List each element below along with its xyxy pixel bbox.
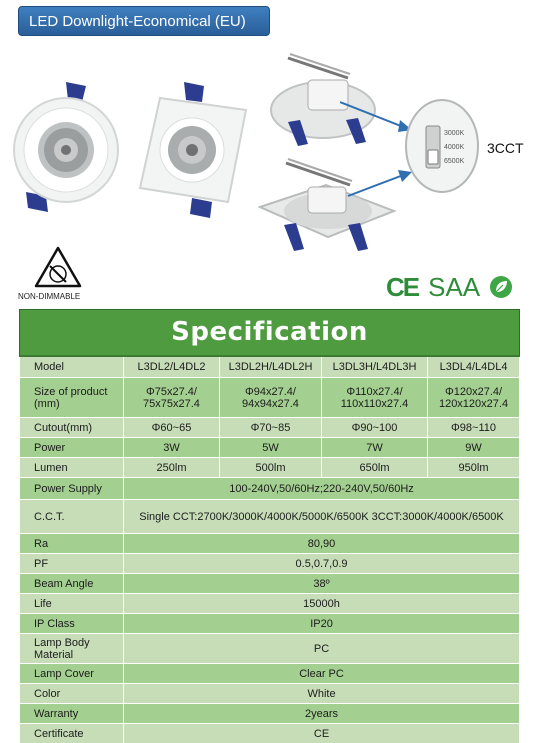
spec-label: Ra bbox=[20, 534, 124, 554]
cct-switch-option-4000: 4000K bbox=[444, 144, 465, 151]
spec-value: 9W bbox=[428, 438, 520, 458]
spec-value: Φ94x27.4/ 94x94x27.4 bbox=[220, 378, 322, 418]
spec-value: 950lm bbox=[428, 458, 520, 478]
non-dimmable-label: NON-DIMMABLE bbox=[18, 292, 81, 301]
ce-mark: CE bbox=[386, 271, 419, 302]
specification-table bbox=[19, 309, 520, 743]
spec-row bbox=[20, 554, 520, 574]
spec-row bbox=[20, 378, 520, 418]
certification-logos bbox=[386, 272, 512, 302]
spec-label: Lamp Cover bbox=[20, 664, 124, 684]
spec-value: 0.5,0.7,0.9 bbox=[124, 554, 520, 574]
spec-value: Φ90~100 bbox=[322, 418, 428, 438]
spec-row bbox=[20, 418, 520, 438]
spec-value: 100-240V,50/60Hz;220-240V,50/60Hz bbox=[124, 478, 520, 500]
spec-label: Certificate bbox=[20, 724, 124, 743]
spec-value: 7W bbox=[322, 438, 428, 458]
spec-value: Φ75x27.4/ 75x75x27.4 bbox=[124, 378, 220, 418]
spec-label: Model bbox=[20, 356, 124, 378]
spec-value: Φ110x27.4/ 110x110x27.4 bbox=[322, 378, 428, 418]
spec-value: 3W bbox=[124, 438, 220, 458]
spec-label: Lumen bbox=[20, 458, 124, 478]
cct-switch-option-6500: 6500K bbox=[444, 158, 465, 165]
spec-value: 80,90 bbox=[124, 534, 520, 554]
spec-value: Φ98~110 bbox=[428, 418, 520, 438]
spec-title: Specification bbox=[20, 310, 520, 356]
spec-row bbox=[20, 534, 520, 554]
saa-mark: SAA bbox=[428, 271, 481, 302]
spec-row bbox=[20, 684, 520, 704]
eco-leaf-icon bbox=[490, 276, 512, 298]
spec-row bbox=[20, 634, 520, 664]
spec-value: 500lm bbox=[220, 458, 322, 478]
spec-label: Life bbox=[20, 594, 124, 614]
spec-row bbox=[20, 724, 520, 743]
spec-label: Beam Angle bbox=[20, 574, 124, 594]
round-downlight-image bbox=[8, 80, 128, 215]
spec-value: Φ60~65 bbox=[124, 418, 220, 438]
spec-label: IP Class bbox=[20, 614, 124, 634]
spec-label: Cutout(mm) bbox=[20, 418, 124, 438]
spec-value: 5W bbox=[220, 438, 322, 458]
spec-value: 38º bbox=[124, 574, 520, 594]
spec-row bbox=[20, 594, 520, 614]
product-images bbox=[0, 40, 541, 310]
spec-label: Warranty bbox=[20, 704, 124, 724]
cct-switch-zoom bbox=[404, 98, 480, 194]
spec-label: Power Supply bbox=[20, 478, 124, 500]
spec-label: C.C.T. bbox=[20, 500, 124, 534]
spec-value: 15000h bbox=[124, 594, 520, 614]
spec-row bbox=[20, 574, 520, 594]
spec-label: Size of product (mm) bbox=[20, 378, 124, 418]
spec-row bbox=[20, 458, 520, 478]
spec-value: Φ70~85 bbox=[220, 418, 322, 438]
spec-label: Lamp Body Material bbox=[20, 634, 124, 664]
cct-switch-option-3000: 3000K bbox=[444, 130, 465, 137]
spec-value: Clear PC bbox=[124, 664, 520, 684]
spec-value: 650lm bbox=[322, 458, 428, 478]
page-title-tab: LED Downlight-Economical (EU) bbox=[18, 6, 270, 36]
square-downlight-image bbox=[132, 80, 252, 220]
non-dimmable-icon bbox=[34, 246, 82, 290]
spec-label: Color bbox=[20, 684, 124, 704]
spec-label: PF bbox=[20, 554, 124, 574]
spec-model-name: L3DL4/L4DL4 bbox=[428, 356, 520, 378]
spec-value: PC bbox=[124, 634, 520, 664]
spec-model-name: L3DL2H/L4DL2H bbox=[220, 356, 322, 378]
spec-row bbox=[20, 478, 520, 500]
spec-row bbox=[20, 614, 520, 634]
spec-value: CE bbox=[124, 724, 520, 743]
spec-value: White bbox=[124, 684, 520, 704]
spec-value: 2years bbox=[124, 704, 520, 724]
spec-value: IP20 bbox=[124, 614, 520, 634]
spec-value: 250lm bbox=[124, 458, 220, 478]
spec-model-name: L3DL3H/L4DL3H bbox=[322, 356, 428, 378]
spec-header-row bbox=[20, 356, 520, 378]
spec-row bbox=[20, 664, 520, 684]
spec-row bbox=[20, 438, 520, 458]
spec-value: Φ120x27.4/ 120x120x27.4 bbox=[428, 378, 520, 418]
spec-label: Power bbox=[20, 438, 124, 458]
cct-label: 3CCT bbox=[487, 140, 524, 156]
spec-row bbox=[20, 500, 520, 534]
spec-row bbox=[20, 704, 520, 724]
spec-value: Single CCT:2700K/3000K/4000K/5000K/6500K 3CCT:3000K/4000K/6500K bbox=[124, 500, 520, 534]
spec-model-name: L3DL2/L4DL2 bbox=[124, 356, 220, 378]
